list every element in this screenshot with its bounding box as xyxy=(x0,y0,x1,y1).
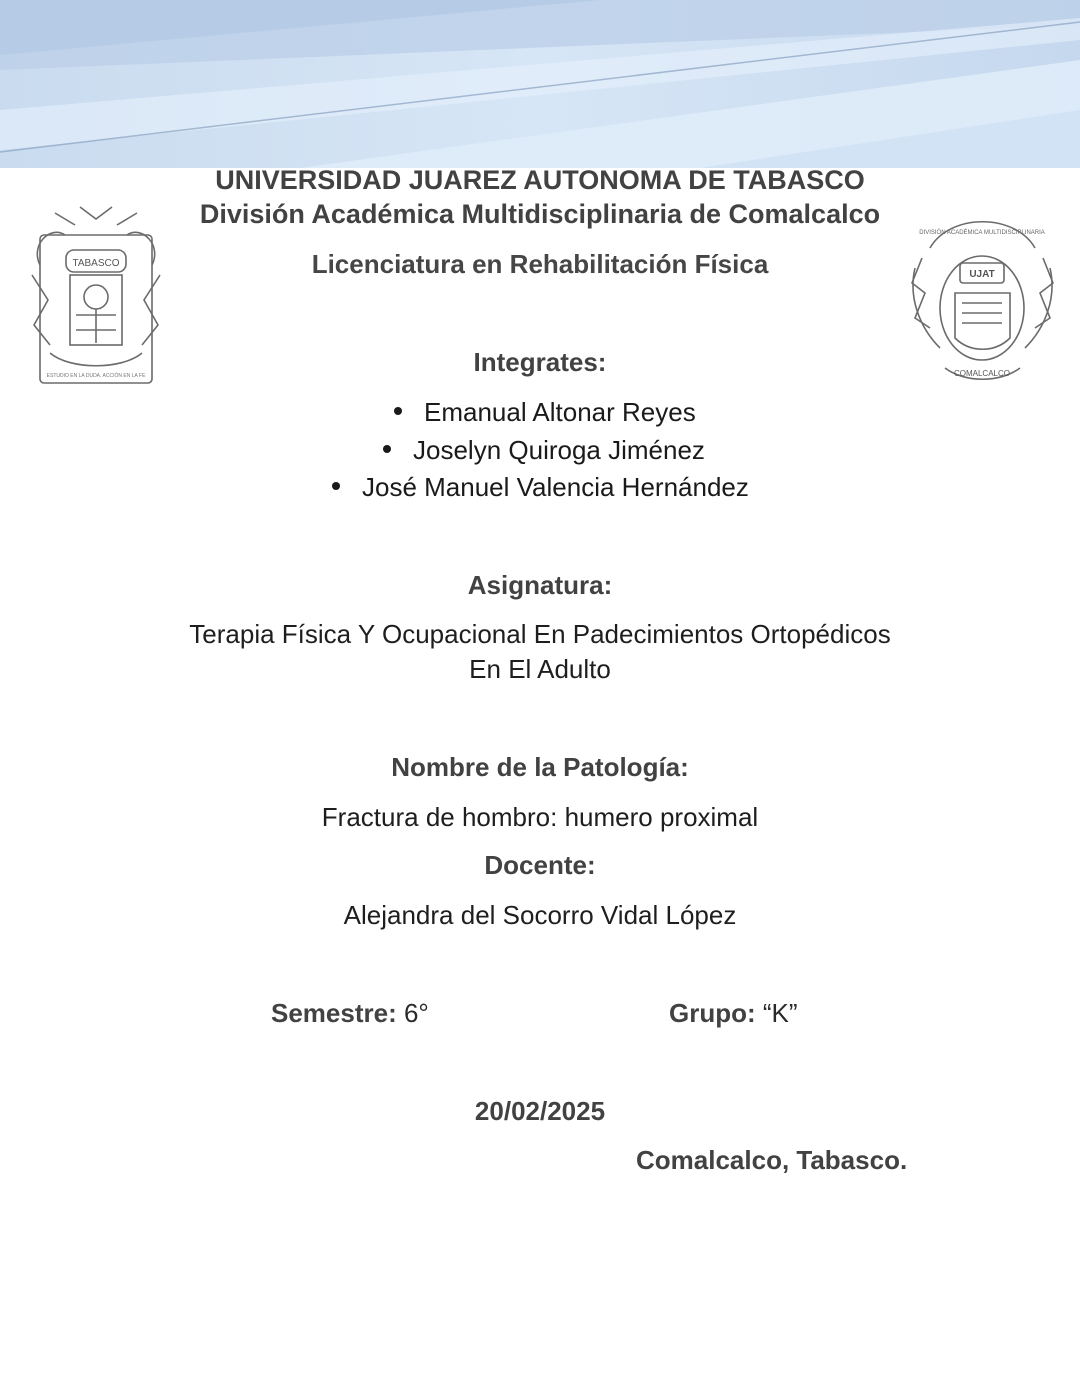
bullet-icon xyxy=(383,445,391,453)
subject-line-2: En El Adulto xyxy=(469,654,611,684)
member-name: Joselyn Quiroga Jiménez xyxy=(413,435,705,465)
document-date: 20/02/2025 xyxy=(474,1096,606,1126)
member-name: José Manuel Valencia Hernández xyxy=(362,472,749,502)
header-banner xyxy=(0,0,1080,168)
semester-label: Semestre: xyxy=(271,998,397,1028)
member-name: Emanual Altonar Reyes xyxy=(424,397,696,427)
subject-line-1: Terapia Física Y Ocupacional En Padecimientos Ortopédicos xyxy=(189,619,891,649)
bullet-icon xyxy=(394,407,402,415)
pathology-value: Fractura de hombro: humero proximal xyxy=(321,802,759,832)
left-crest-motto: ESTUDIO EN LA DUDA. ACCIÓN EN LA FE xyxy=(46,373,146,379)
member-item xyxy=(383,435,705,466)
subject-heading: Asignatura: xyxy=(467,570,613,600)
document-place: Comalcalco, Tabasco. xyxy=(636,1145,908,1175)
division-name: División Académica Multidisciplinaria de Comalcalco xyxy=(199,199,881,229)
group-label: Grupo: xyxy=(669,998,756,1028)
semester-value: 6° xyxy=(403,998,429,1028)
right-crest-center-text: UJAT xyxy=(969,269,995,280)
teacher-heading: Docente: xyxy=(484,850,596,880)
right-crest-bottom-text: COMALCALCO xyxy=(953,369,1011,378)
pathology-heading: Nombre de la Patología: xyxy=(391,752,689,782)
group xyxy=(669,998,798,1029)
program-name: Licenciatura en Rehabilitación Física xyxy=(311,249,769,279)
group-value: “K” xyxy=(762,998,798,1028)
teacher-value: Alejandra del Socorro Vidal López xyxy=(343,900,737,930)
left-crest-ribbon: TABASCO xyxy=(72,258,120,269)
members-heading: Integrates: xyxy=(473,347,607,377)
right-crest-top-text: DIVISIÓN ACADÉMICA MULTIDISCIPLINARIA xyxy=(919,230,1045,236)
member-item xyxy=(394,397,696,428)
bullet-icon xyxy=(332,482,340,490)
member-item xyxy=(332,472,749,503)
university-name: UNIVERSIDAD JUAREZ AUTONOMA DE TABASCO xyxy=(215,165,865,195)
semester xyxy=(271,998,429,1029)
